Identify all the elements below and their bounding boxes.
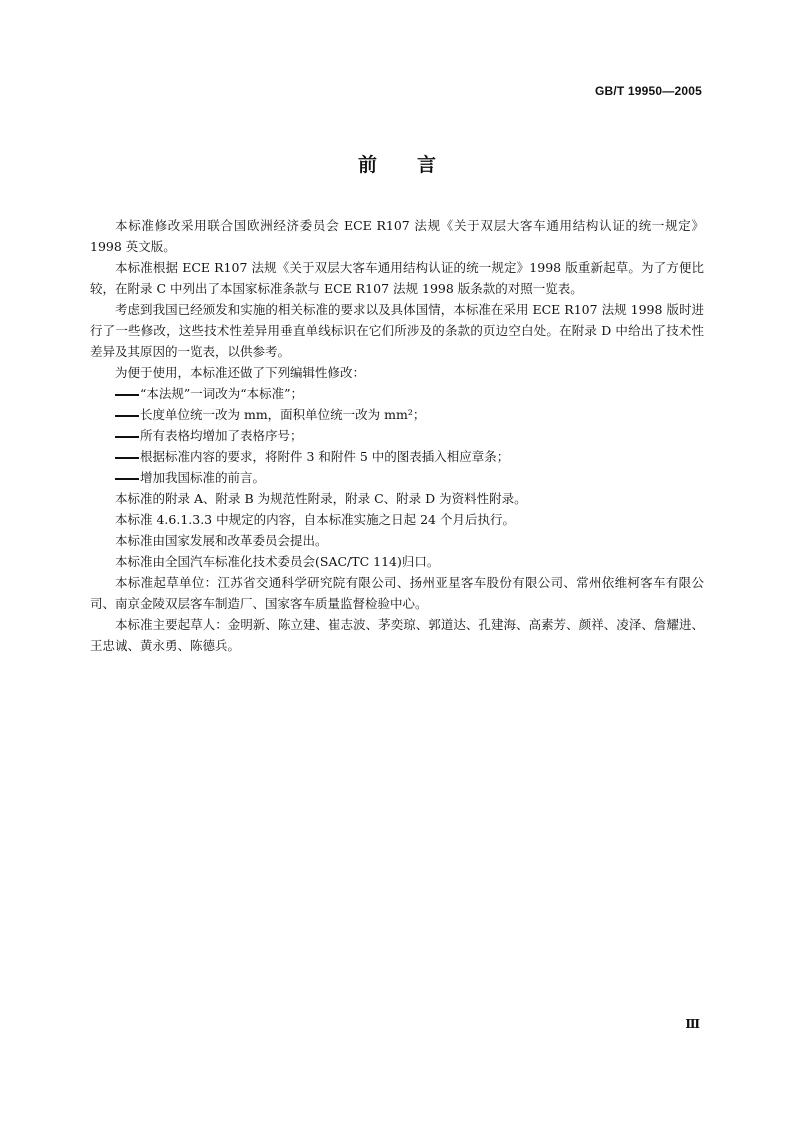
dash-icon bbox=[115, 457, 139, 459]
list-item bbox=[90, 383, 704, 404]
paragraph-drafting-units: 本标准起草单位：江苏省交通科学研究院有限公司、扬州亚星客车股份有限公司、常州依维柯客车有限公司、南京金陵双层客车制造厂、国家客车质量监督检验中心。 bbox=[90, 575, 704, 611]
list-item-text: “本法规”一词改为“本标准”； bbox=[140, 386, 304, 401]
list-item-text: 所有表格均增加了表格序号； bbox=[140, 428, 303, 443]
dash-icon bbox=[115, 394, 139, 396]
paragraph-proposer: 本标准由国家发展和改革委员会提出。 bbox=[115, 533, 328, 548]
paragraph-adoption: 本标准修改采用联合国欧洲经济委员会 ECE R107 法规《关于双层大客车通用结构认证的统一规定》1998 英文版。 bbox=[90, 218, 704, 254]
paragraph-committee: 本标准由全国汽车标准化技术委员会(SAC/TC 114)归口。 bbox=[115, 554, 440, 569]
list-item bbox=[90, 467, 704, 488]
list-item bbox=[90, 446, 704, 467]
list-item-text: 长度单位统一改为 mm，面积单位统一改为 mm²； bbox=[140, 407, 426, 422]
dash-icon bbox=[115, 415, 139, 417]
list-item-text: 根据标准内容的要求，将附件 3 和附件 5 中的图表插入相应章条； bbox=[140, 449, 510, 464]
dash-icon bbox=[115, 436, 139, 438]
list-item-text: 增加我国标准的前言。 bbox=[140, 470, 266, 485]
paragraph-editorial-intro: 为便于使用，本标准还做了下列编辑性修改： bbox=[115, 365, 366, 380]
list-item bbox=[90, 404, 704, 425]
dash-icon bbox=[115, 478, 139, 480]
list-item bbox=[90, 425, 704, 446]
standard-code: GB/T 19950—2005 bbox=[594, 84, 702, 98]
foreword-body bbox=[90, 215, 704, 656]
paragraph-drafters: 本标准主要起草人：金明新、陈立建、崔志波、茅奕琼、郭道达、孔建海、高素芳、颜祥、凌泽、詹耀进、王忠诚、黄永勇、陈德兵。 bbox=[90, 617, 704, 653]
paragraph-drafting: 本标准根据 ECE R107 法规《关于双层大客车通用结构认证的统一规定》1998 版重新起草。为了方便比较，在附录 C 中列出了本国家标准条款与 ECE R107 法规 1998 版条款的对照一览表。 bbox=[90, 260, 704, 296]
page-title: 前言 bbox=[357, 154, 476, 176]
paragraph-annexes: 本标准的附录 A、附录 B 为规范性附录，附录 C、附录 D 为资料性附录。 bbox=[115, 491, 527, 506]
paragraph-implementation: 本标准 4.6.1.3.3 中规定的内容，自本标准实施之日起 24 个月后执行。 bbox=[115, 512, 515, 527]
paragraph-technical-differences: 考虑到我国已经颁发和实施的相关标准的要求以及具体国情，本标准在采用 ECE R107 法规 1998 版时进行了一些修改，这些技术性差异用垂直单线标识在它们所涉及的条款的页边空白处。在附录 D 中给出了技术性差异及其原因的一览表，以供参考。 bbox=[90, 302, 704, 359]
page-number: Ⅲ bbox=[685, 1017, 700, 1031]
